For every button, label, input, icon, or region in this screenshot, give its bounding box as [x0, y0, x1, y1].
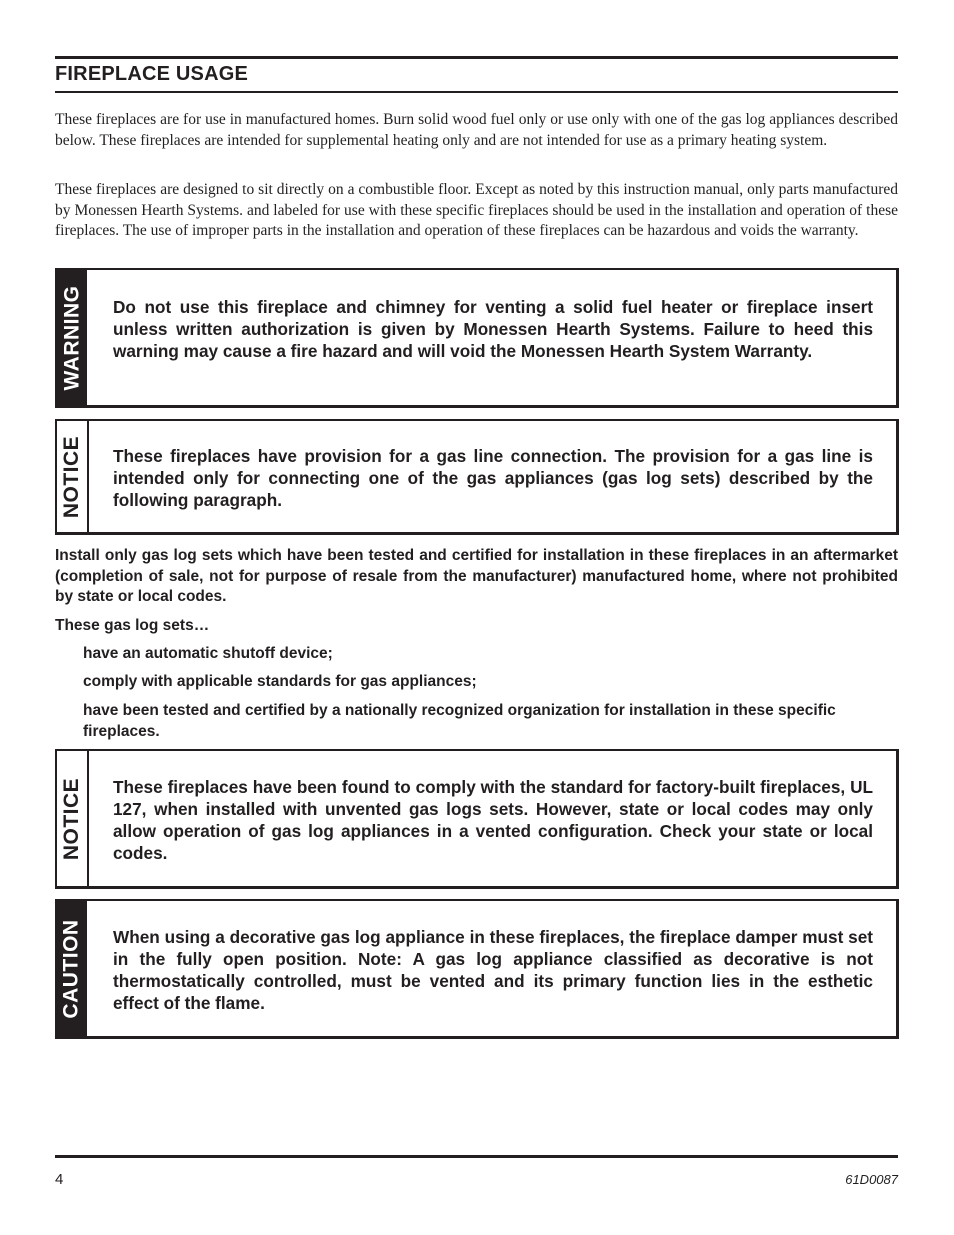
notice-text-2: These fireplaces have been found to comply with the standard for factory-built fireplaces, UL 127, when installed with unvented gas logs sets. However, state or local codes may only allow operation of gas log appliances in a vented configuration. Check your state or local codes.: [113, 777, 873, 863]
footer-rule: [55, 1155, 898, 1158]
intro-paragraph-1: These fireplaces are for use in manufactured homes. Burn solid wood fuel only or use only with one of the gas log appliances described below. These fireplaces are intended for supplemental heating only and are not intended for use as a primary heating system.: [55, 111, 898, 149]
section-title: FIREPLACE USAGE: [55, 63, 249, 85]
notice-label-2: NOTICE: [60, 777, 83, 860]
gas-log-item: comply with applicable standards for gas appliances;: [83, 673, 477, 690]
warning-tab: [57, 270, 87, 405]
caution-text: When using a decorative gas log appliance in these fireplaces, the fireplace damper must set in the fully open position. Note: A gas log appliance classified as decorative is not thermostatically controlled, must be vented and its primary function lies in the esthetic effect of the flame.: [113, 927, 873, 1013]
title-underline: [55, 91, 898, 93]
caution-label: CAUTION: [60, 918, 84, 1019]
warning-text: Do not use this fireplace and chimney for venting a solid fuel heater or fireplace insert unless written authorization is given by Monessen Hearth Systems. Failure to heed this warning may cause a fire hazard and will void the Monessen Hearth System Warranty.: [113, 297, 873, 361]
caution-box: [55, 899, 899, 1039]
top-rule: [55, 56, 898, 59]
gas-log-item: have an automatic shutoff device;: [83, 645, 333, 662]
gas-log-item: have been tested and certified by a nationally recognized organization for installation in these specific fireplaces.: [83, 702, 836, 740]
document-number: 61D0087: [845, 1172, 898, 1187]
notice-tab-1: [57, 421, 89, 532]
caution-tab: [57, 901, 87, 1036]
intro-paragraph-2: These fireplaces are designed to sit directly on a combustible floor. Except as noted by this instruction manual, only parts manufactured by Monessen Hearth Systems. and labeled for use with these specific fireplaces should be used in the installation and operation of these fireplaces. The use of improper parts in the installation and operation of these fireplaces can be hazardous and voids the warranty.: [55, 181, 898, 239]
gas-log-intro: These gas log sets…: [55, 617, 210, 634]
install-paragraph: Install only gas log sets which have been tested and certified for installation in these fireplaces in an aftermarket (completion of sale, not for purpose of resale from the manufacturer) manufactured home, where not prohibited by state or local codes.: [55, 547, 898, 605]
warning-box: [55, 268, 899, 408]
notice-label-1: NOTICE: [60, 435, 83, 518]
page-number: 4: [55, 1171, 64, 1188]
notice-box-1: [55, 419, 899, 535]
notice-tab-2: [57, 751, 89, 886]
notice-text-1: These fireplaces have provision for a gas line connection. The provision for a gas line is intended only for connecting one of the gas appliances (gas log sets) described by the following paragraph.: [113, 446, 873, 510]
warning-label: WARNING: [60, 285, 83, 390]
notice-box-2: [55, 749, 899, 889]
